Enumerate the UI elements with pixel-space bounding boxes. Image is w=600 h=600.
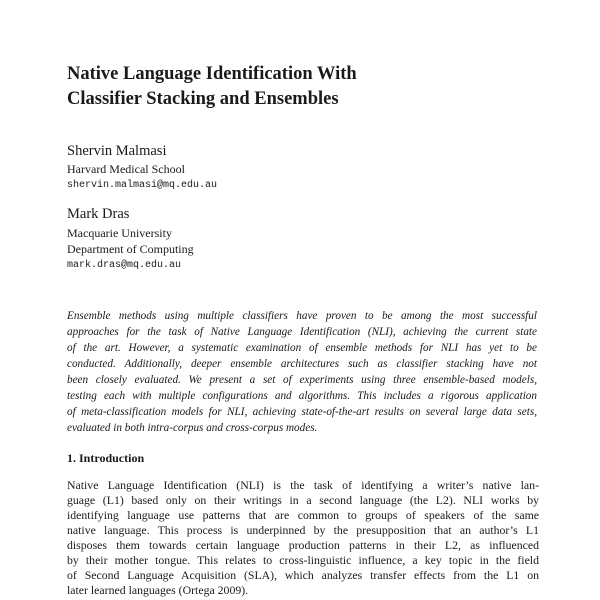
abstract-line: of the art. However, a systematic examination of ensemble methods for NLI has yet to be: [67, 342, 537, 354]
intro-line: of Second Language Acquisition (SLA), which analyzes transfer effects from the L1 on: [67, 568, 539, 582]
abstract-line: of meta-classification models for NLI, achieving state-of-the-art results on several large data sets,: [67, 406, 537, 418]
title-line: Classifier Stacking and Ensembles: [67, 89, 339, 109]
title-line: Native Language Identification With: [67, 64, 357, 84]
section-heading: 1. Introduction: [67, 451, 145, 465]
intro-line: guage (L1) based only on their writings in a second language (the L2). NLI works by: [67, 493, 539, 507]
author-name: Shervin Malmasi: [67, 143, 167, 159]
abstract-line: evaluated in both intra-corpus and cross-corpus modes.: [67, 422, 318, 434]
abstract-line: conducted. Additionally, deeper ensemble architectures such as classifier stacking have not: [67, 358, 537, 370]
abstract-line: been closely evaluated. We present a set of experiments using three ensemble-based models,: [67, 374, 537, 386]
author-email: shervin.malmasi@mq.edu.au: [67, 180, 218, 191]
intro-line: identifying language use patterns that are common to groups of speakers of the same: [67, 508, 539, 522]
abstract-line: testing each with multiple configurations and algorithms. This includes a rigorous application: [67, 390, 537, 402]
intro-line: later learned languages (Ortega 2009).: [67, 583, 249, 597]
abstract: [67, 308, 537, 436]
paper-title: [67, 62, 537, 112]
intro-line: by their mother tongue. This relates to cross-linguistic influence, a key topic in the field: [67, 553, 539, 567]
author-affiliation: Harvard Medical School: [67, 162, 185, 176]
abstract-line: Ensemble methods using multiple classifiers have proven to be among the most successful: [67, 310, 537, 322]
abstract-line: approaches for the task of Native Language Identification (NLI), achieving the current state: [67, 326, 537, 338]
author-name: Mark Dras: [67, 206, 130, 222]
author-affiliation: Macquarie University: [67, 226, 172, 240]
intro-line: Native Language Identification (NLI) is the task of identifying a writer’s native lan-: [67, 478, 539, 492]
intro-line: disposes them towards certain language production patterns in their L2, as influenced: [67, 538, 539, 552]
intro-line: native language. This process is underpinned by the presupposition that an author’s L1: [67, 523, 539, 537]
intro-paragraph: [67, 478, 539, 598]
author-email: mark.dras@mq.edu.au: [67, 260, 182, 271]
author-affiliation: Department of Computing: [67, 242, 194, 256]
